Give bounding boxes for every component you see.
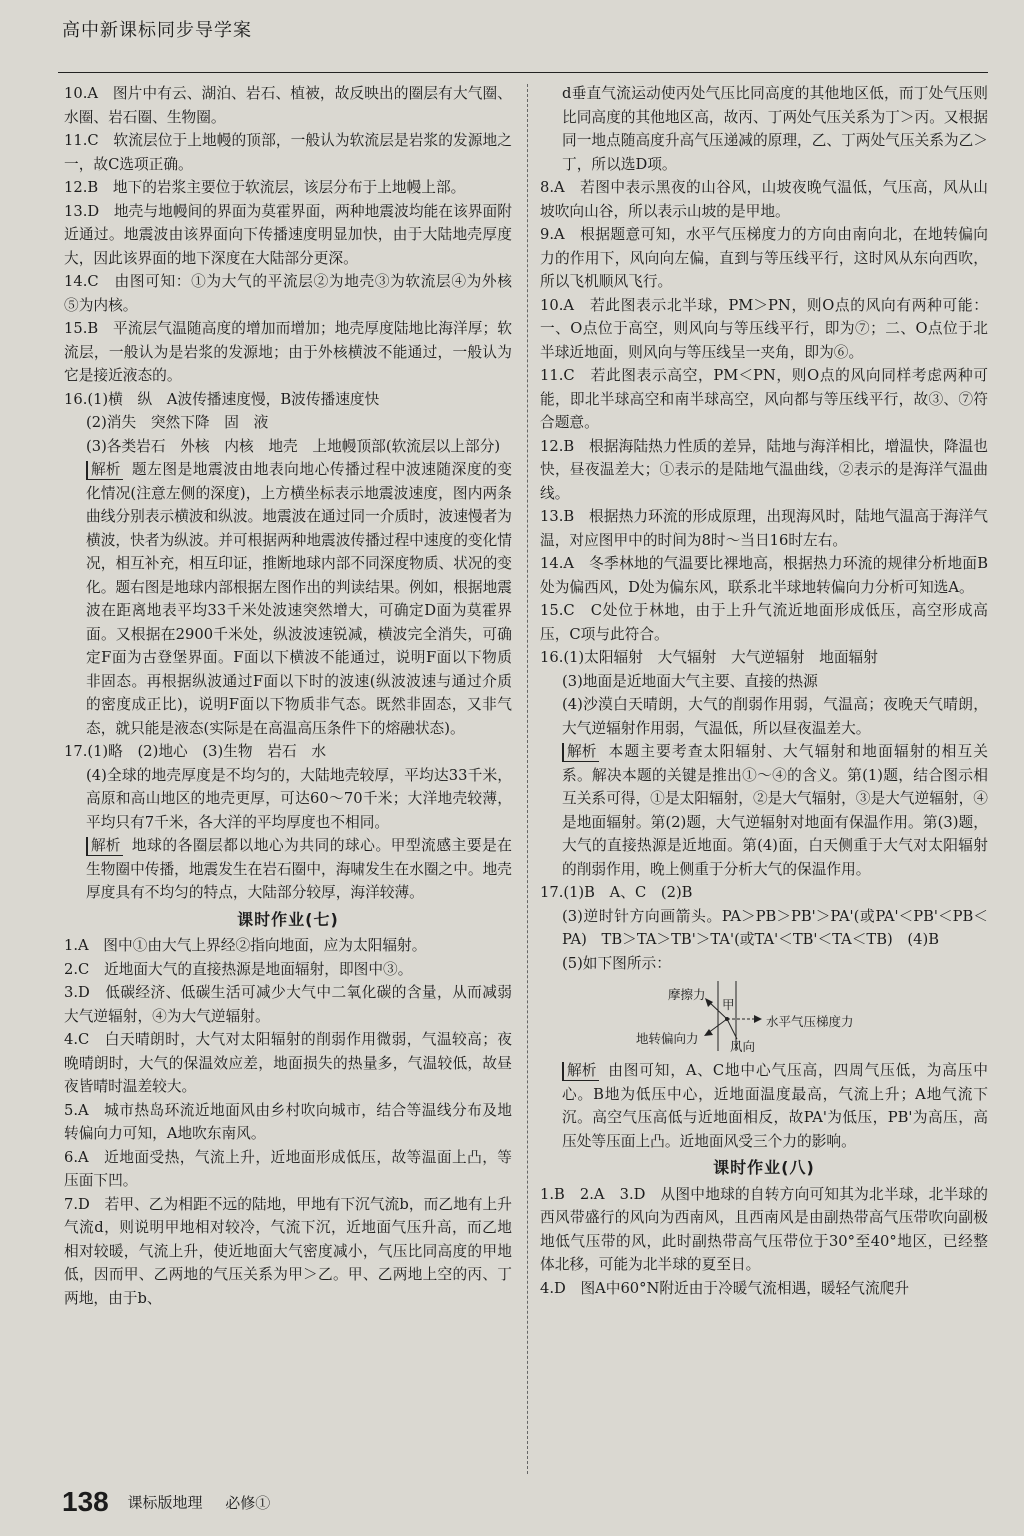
answer-item: 4.D 图A中60°N附近由于冷暖气流相遇，暖轻气流爬升 — [540, 1279, 910, 1297]
answer-item: 2.C 近地面大气的直接热源是地面辐射，即图中③。 — [64, 960, 413, 978]
explanation-tag: 解析 — [86, 837, 123, 856]
answer-item: 5.A 城市热岛环流近地面风由乡村吹向城市，结合等温线分布及地转偏向力可知，A地吹东南风。 — [64, 1101, 512, 1142]
force-diagram — [540, 977, 988, 1055]
coriolis-label: 地转偏向力 — [636, 1031, 699, 1046]
answer-item: 13.D 地壳与地幔间的界面为莫霍界面，两种地震波均能在该界面附近通过。地震波由该界面向下传播速度明显加快，由于大陆地壳厚度大，因此该界面的地下深度在大陆部分更深。 — [64, 202, 512, 267]
answer-item: 13.B 根据热力环流的形成原理，出现海风时，陆地气温高于海洋气温，对应图甲中的时间为8时～当日16时左右。 — [540, 508, 988, 549]
answer-item: 11.C 软流层位于上地幔的顶部，一般认为软流层是岩浆的发源地之一，故C选项正确。 — [64, 132, 512, 173]
answer-subpart: (3)各类岩石 外核 内核 地壳 上地幔顶部(软流层以上部分) — [86, 437, 501, 455]
answer-item: 10.A 图片中有云、湖泊、岩石、植被，故反映出的圈层有大气圈、水圈、岩石圈、生物圈。 — [64, 85, 512, 126]
explanation-paragraph — [64, 458, 512, 740]
pressure-gradient-label: 水平气压梯度力 — [766, 1014, 854, 1029]
answer-item: 3.D 低碳经济、低碳生活可减少大气中二氧化碳的含量，从而减弱大气逆辐射，④为大气逆辐射。 — [64, 984, 512, 1025]
answer-item: 17.(1)略 (2)地心 (3)生物 岩石 水 — [64, 743, 327, 760]
answer-subpart: (3)逆时针方向画箭头。PA＞PB＞PB'＞PA'(或PA'＜PB'＜PB＜PA) TB＞TA＞TB'＞TA'(或TA'＜TB'＜TA＜TB) (4)B — [562, 907, 988, 948]
right-column — [540, 82, 988, 1300]
explanation-paragraph — [540, 1059, 988, 1153]
answer-item: 14.A 冬季林地的气温要比裸地高，根据热力环流的规律分析地面B处为偏西风，D处为偏东风，联系北半球地转偏向力分析可知选A。 — [540, 555, 988, 596]
answer-subpart: (4)全球的地壳厚度是不均匀的，大陆地壳较厚，平均达33千米，高原和高山地区的地壳更厚，可达60～70千米；大洋地壳较薄，平均只有7千米，各大洋的平均厚度也不相同。 — [86, 766, 512, 831]
answer-item: 6.A 近地面受热，气流上升，近地面形成低压，故等温面上凸，等压面下凹。 — [64, 1148, 512, 1189]
answer-subpart: (5)如下图所示： — [562, 954, 671, 972]
answer-item: 12.B 根据海陆热力性质的差异，陆地与海洋相比，增温快，降温也快，昼夜温差大；①表示的是陆地气温曲线，②表示的是海洋气温曲线。 — [540, 437, 988, 502]
answer-item: 12.B 地下的岩浆主要位于软流层，该层分布于上地幔上部。 — [64, 179, 466, 196]
explanation-text: 由图可知，A、C地中心气压高，四周气压低，为高压中心。B地为低压中心，近地面温度最高，气流上升；A地气流下沉。高空气压高低与近地面相反，故PA'为低压，PB'为高压，高压处等压面上凸。近地面风受三个力的影响。 — [562, 1062, 988, 1150]
left-column — [64, 82, 512, 1310]
wind-direction-label: 风向 — [730, 1039, 756, 1054]
answer-subpart: (4)沙漠白天晴朗，大气的削弱作用弱，气温高；夜晚天气晴朗，大气逆辐射作用弱，气温低，所以昼夜温差大。 — [562, 696, 988, 737]
answer-item: 15.C C处位于林地，由于上升气流近地面形成低压，高空形成高压，C项与此符合。 — [540, 602, 988, 643]
explanation-tag: 解析 — [562, 743, 599, 762]
page-header: 高中新课标同步导学案 — [62, 20, 252, 41]
answer-item: 10.A 若此图表示北半球，PM＞PN，则O点的风向有两种可能：一、O点位于高空，则风向与等压线平行，即为⑦；二、O点位于北半球近地面，则风向与等压线呈一夹角，即为⑥。 — [540, 296, 988, 361]
answer-item: 14.C 由图可知：①为大气的平流层②为地壳③为软流层④为外核 ⑤为内核。 — [64, 273, 512, 314]
explanation-text: 本题主要考查太阳辐射、大气辐射和地面辐射的相互关系。解决本题的关键是推出①～④的含义。第(1)题，结合图示相互关系可得，①是太阳辐射，②是大气辐射，③是大气逆辐射，④是地面辐射。第(2)题，大气逆辐射对地面有保温作用。第(3)题，大气的直接热源是近地面。第(4)面，白天侧重于大气对太阳辐射的削弱作用，晚上侧重于分析大气的保温作用。 — [562, 743, 988, 878]
answer-item: 1.A 图中①由大气上界经②指向地面，应为太阳辐射。 — [64, 937, 427, 954]
answer-item: 16.(1)太阳辐射 大气辐射 大气逆辐射 地面辐射 — [540, 649, 878, 666]
explanation-paragraph — [64, 834, 512, 905]
answer-item: 4.C 白天晴朗时，大气对太阳辐射的削弱作用微弱，气温较高；夜晚晴朗时，大气的保温效应差，地面损失的热量多，气温较低，故昼夜皆晴时温差较大。 — [64, 1031, 512, 1095]
answer-item: 15.B 平流层气温随高度的增加而增加；地壳厚度陆地比海洋厚；软流层，一般认为是岩浆的发源地；由于外核横波不能通过，一般认为它是接近液态的。 — [64, 320, 512, 384]
page-footer — [62, 1486, 270, 1518]
answer-subpart: (3)地面是近地面大气主要、直接的热源 — [562, 672, 818, 690]
answer-item: 11.C 若此图表示高空，PM＜PN，则O点的风向同样考虑两种可能，即北半球高空和南半球高空，风向都与等压线平行，故③、⑦符合题意。 — [540, 367, 988, 431]
footer-book: 课标版地理 — [127, 1493, 203, 1512]
header-rule — [58, 72, 988, 73]
answer-item: 1.B 2.A 3.D 从图中地球的自转方向可知其为北半球，北半球的西风带盛行的风向为西南风，且西南风是由副热带高气压带吹向副极地低气压带的风，此时副热带高气压带位于30°至40°地区，已经整体北移，可能为北半球的夏至日。 — [540, 1185, 988, 1273]
answer-item: 9.A 根据题意可知，水平气压梯度力的方向由南向北，在地转偏向力的作用下，风向向左偏，直到与等压线平行，这时风从东向西吹，所以飞机顺风飞行。 — [540, 226, 988, 290]
explanation-tag: 解析 — [86, 461, 123, 480]
column-divider — [527, 84, 528, 1474]
answer-subpart: d垂直气流运动使丙处气压比同高度的其他地区低，而丁处气压则比同高度的其他地区高，故丙、丁两处气压关系为丁＞丙。又根据同一地点随高度升高气压递减的原理，乙、丁两处气压关系为乙＞丁，所以选D项。 — [562, 85, 988, 173]
explanation-text: 题左图是地震波由地表向地心传播过程中波速随深度的变化情况(注意左侧的深度)，上方横坐标表示地震波速度，图内两条曲线分别表示横波和纵波。地震波在通过同一介质时，波速慢者为横波，快者为纵波。并可根据两种地震波传播过程中速度的变化情况，相互补充，相互印证，推断地球内部不同深度物质、状况的变化。题右图是地球内部根据左图作出的判读结果。例如，根据地震波在距离地表平均33千米处波速突然增大，可确定D面为莫霍界面。又根据在2900千米处，纵波波速锐减，横波完全消失，可确定F面为古登堡界面。F面以下横波不能通过，说明F面以下物质非固态。再根据纵波通过F面以下时的波速(纵波波速与通过介质的密度成正比)，说明F面以下物质非气态。既然非固态，又非气态，就只能是液态(实际是在高温高压条件下的熔融状态)。 — [86, 461, 512, 737]
footer-volume: 必修① — [225, 1493, 271, 1512]
section-title: 课时作业(八) — [713, 1158, 815, 1177]
explanation-tag: 解析 — [562, 1062, 599, 1081]
point-label: 甲 — [722, 997, 735, 1012]
friction-label: 摩擦力 — [668, 987, 706, 1002]
answer-item: 8.A 若图中表示黑夜的山谷风，山坡夜晚气温低，气压高，风从山坡吹向山谷，所以表示山坡的是甲地。 — [540, 179, 988, 220]
explanation-text: 地球的各圈层都以地心为共同的球心。甲型流感主要是在生物圈中传播，地震发生在岩石圈中，海啸发生在水圈之中。地壳厚度具有不均匀的特点，大陆部分较厚，海洋较薄。 — [86, 837, 512, 901]
section-title: 课时作业(七) — [237, 909, 339, 929]
page-number: 138 — [62, 1486, 109, 1517]
answer-item: 16.(1)横 纵 A波传播速度慢，B波传播速度快 — [64, 390, 380, 408]
explanation-paragraph — [540, 740, 988, 881]
answer-item: 17.(1)B A、C (2)B — [540, 884, 693, 901]
answer-item: 7.D 若甲、乙为相距不远的陆地，甲地有下沉气流b，而乙地有上升气流d，则说明甲地相对较冷，气流下沉，近地面气压升高，而乙地相对较暖，气流上升，使近地面大气密度减小，气压比同高度的甲地低，因而甲、乙两地的气压关系为甲＞乙。甲、乙两地上空的丙、丁两地，由于b、 — [64, 1195, 512, 1307]
answer-subpart: (2)消失 突然下降 固 液 — [86, 414, 269, 431]
